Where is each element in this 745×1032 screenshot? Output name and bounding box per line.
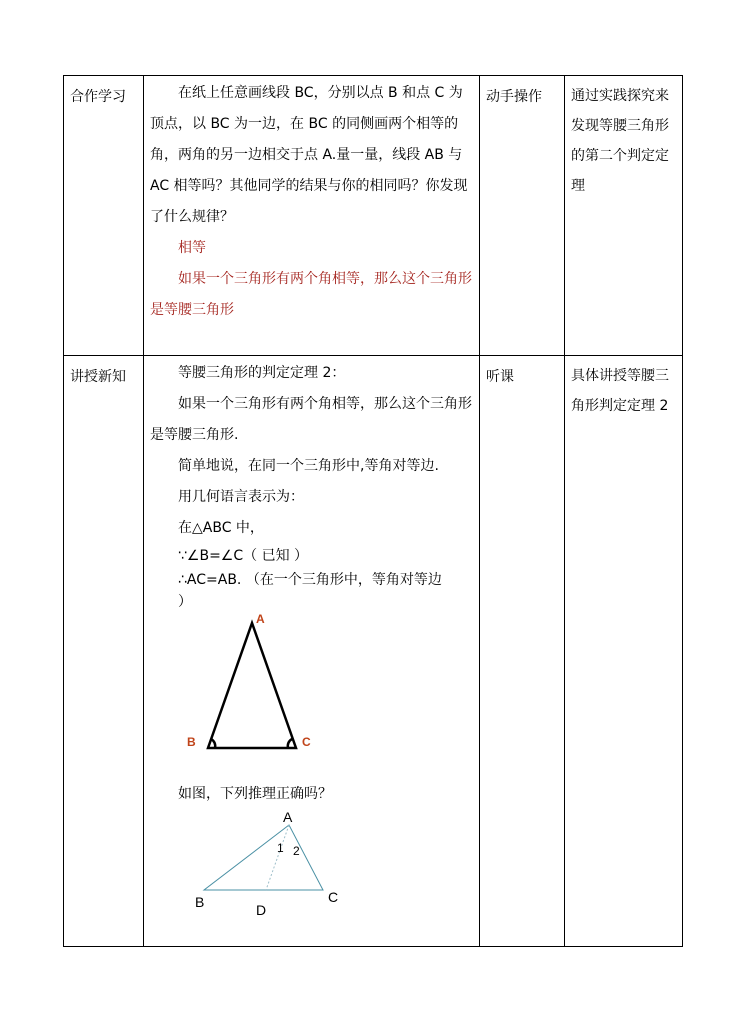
vertex-a-label: A: [256, 613, 265, 626]
vertex-b-label-2: B: [195, 894, 205, 910]
student-activity: 听课: [486, 369, 514, 385]
in-triangle: 在△ABC 中，: [178, 520, 264, 536]
point-d-label: D: [256, 902, 267, 918]
intent-cell: [565, 76, 683, 356]
angle-b-mark: [211, 739, 215, 748]
stage-cell: [64, 356, 144, 947]
vertex-c-label-2: C: [328, 889, 339, 905]
question-text: 如图，下列推理正确吗？: [178, 786, 332, 802]
triangle-abc-2: [204, 825, 323, 890]
therefore-close: ）: [178, 594, 192, 610]
table-row: [64, 356, 683, 947]
simple-statement: 简单地说，在同一个三角形中,等角对等边.: [178, 458, 439, 474]
answer-conclusion: 如果一个三角形有两个角相等，那么这个三角形是等腰三角形: [150, 271, 472, 318]
because-line: ∵∠B=∠C（ 已知 ）: [178, 548, 309, 564]
vertex-b-label: B: [187, 735, 196, 749]
theorem-title: 等腰三角形的判定定理 2：: [178, 365, 346, 381]
stage-label: 讲授新知: [70, 369, 126, 385]
answer-equal: 相等: [178, 240, 206, 256]
segment-ad: [266, 825, 289, 890]
angle-2-label: 2: [293, 844, 300, 858]
student-cell: [480, 356, 565, 947]
intent-cell: [565, 356, 683, 947]
student-cell: [480, 76, 565, 356]
triangle-abc: [208, 623, 296, 748]
vertex-c-label: C: [302, 735, 311, 749]
task-paragraph: 在纸上任意画线段 BC，分别以点 B 和点 C 为顶点，以 BC 为一边，在 BC 的同侧画两个相等的角，两角的另一边相交于点 A.量一量，线段 AB 与 AC 相等吗？其他同学的结果与你的相同吗？你发现了什么规律？: [150, 85, 468, 225]
student-activity: 动手操作: [486, 89, 542, 105]
triangle-bisector-figure: [144, 810, 480, 925]
geometry-language: 用几何语言表示为：: [178, 489, 304, 505]
stage-cell: [64, 76, 144, 356]
angle-1-label: 1: [277, 841, 284, 855]
theorem-text: 如果一个三角形有两个角相等，那么这个三角形是等腰三角形.: [150, 396, 472, 443]
therefore-line: ∴AC=AB. （在一个三角形中，等角对等边: [178, 572, 442, 588]
lesson-plan-table: [63, 75, 683, 947]
design-intent: 具体讲授等腰三角形判定定理 2: [571, 368, 669, 414]
vertex-a-label-2: A: [283, 810, 293, 825]
activity-cell: [144, 76, 480, 356]
activity-cell: [144, 356, 480, 947]
isosceles-triangle-figure: [144, 613, 480, 773]
design-intent: 通过实践探究来发现等腰三角形的第二个判定定理: [571, 88, 669, 194]
table-row: [64, 76, 683, 356]
stage-label: 合作学习: [70, 89, 126, 105]
angle-c-mark: [288, 739, 292, 748]
